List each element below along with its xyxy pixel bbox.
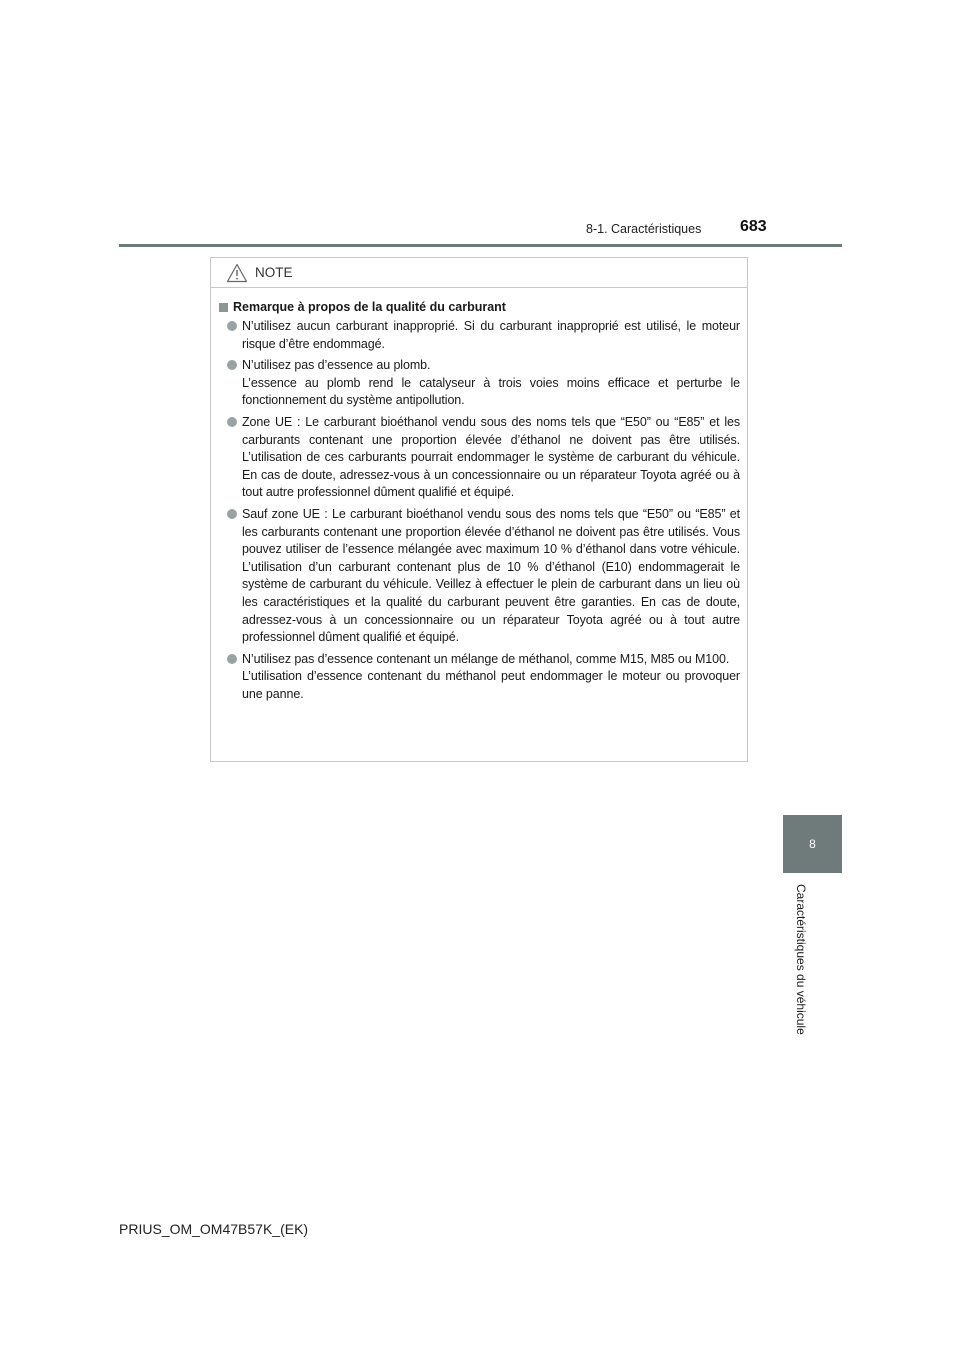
bullet-dot-icon <box>227 654 237 664</box>
note-body <box>211 288 747 703</box>
section-title-text: Remarque à propos de la qualité du carburant <box>233 300 506 314</box>
list-item <box>227 414 740 502</box>
paragraph: N’utilisez pas d’essence au plomb. <box>242 358 431 373</box>
list-item <box>227 506 740 647</box>
bullet-dot-icon <box>227 360 237 370</box>
note-header <box>211 258 747 288</box>
paragraph: Zone UE : Le carburant bioéthanol vendu sous des noms tels que “E50” ou “E85” et les carburants contenant une proportion élevée d’éthanol ne doivent pas être utilisés. L’utilisation de ces carburants pourrait endommager le système de carburant du véhicule. En cas de doute, adressez-vous à un concessionnaire ou un réparateur Toyota agréé ou à tout autre professionnel dûment qualifié et équipé. <box>242 414 740 500</box>
header-divider <box>119 244 842 247</box>
bullet-dot-icon <box>227 417 237 427</box>
note-box <box>210 257 748 762</box>
page-number: 683 <box>740 218 767 235</box>
chapter-number: 8 <box>809 837 816 851</box>
paragraph: N’utilisez pas d’essence contenant un mélange de méthanol, comme M15, M85 ou M100. <box>242 651 730 666</box>
list-item <box>227 651 740 704</box>
warning-triangle-icon <box>226 263 248 283</box>
list-item <box>227 357 740 410</box>
section-title <box>219 299 740 316</box>
paragraph: L’essence au plomb rend le catalyseur à trois voies moins efficace et perturbe le fonctionnement du système antipollution. <box>242 375 740 408</box>
document-code: PRIUS_OM_OM47B57K_(EK) <box>119 1221 309 1237</box>
paragraph: N’utilisez aucun carburant inapproprié. Si du carburant inapproprié est utilisé, le moteur risque d’être endommagé. <box>242 319 740 351</box>
chapter-tab <box>783 815 842 873</box>
note-title: NOTE <box>255 265 293 280</box>
paragraph: Sauf zone UE : Le carburant bioéthanol vendu sous des noms tels que “E50” ou “E85” et les carburants contenant une proportion élevée d’éthanol ne doivent pas être utilisés. Vous pouvez utiliser de l’essence mélangée avec maximum 10 % d’éthanol dans votre véhicule. L’utilisation d’un carburant contenant plus de 10 % d’éthanol (E10) endommagerait le système de carburant du véhicule. Veillez à effectuer le plein de carburant dans un lieu où les caractéristiques et la qualité du carburant peuvent être garanties. En cas de doute, adressez-vous à un concessionnaire ou un réparateur Toyota agréé ou à tout autre professionnel dûment qualifié et équipé. <box>242 506 740 645</box>
square-bullet-icon <box>219 303 228 312</box>
section-heading: 8-1. Caractéristiques <box>586 222 702 236</box>
chapter-title: Caractéristiques du véhicule <box>794 884 808 1035</box>
bullet-dot-icon <box>227 509 237 519</box>
bullet-dot-icon <box>227 321 237 331</box>
list-item <box>227 318 740 353</box>
paragraph: L’utilisation d’essence contenant du méthanol peut endommager le moteur ou provoquer une panne. <box>242 669 740 701</box>
